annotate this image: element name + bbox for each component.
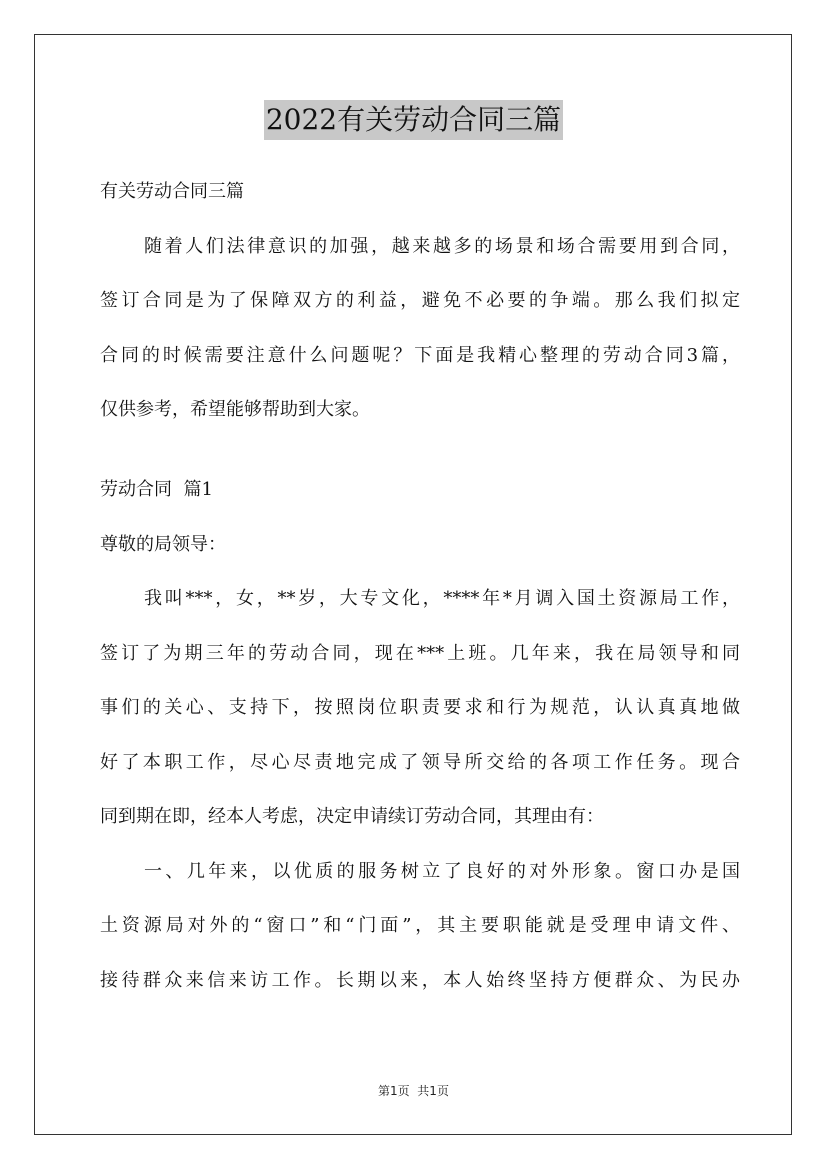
point-line: 一、几年来，以优质的服务树立了良好的对外形象。窗口办是国 (144, 860, 740, 882)
intro-line: 仅供参考，希望能够帮助到大家。 (100, 399, 370, 420)
document-title: 2022有关劳动合同三篇 (264, 100, 563, 140)
body-line: 我叫***，女，**岁，大专文化，****年*月调入国土资源局工作， (144, 588, 740, 609)
point-line: 土资源局对外的“窗口”和“门面”，其主要职能就是受理申请文件、 (100, 915, 740, 936)
intro-line: 签订合同是为了保障双方的利益，避免不必要的争端。那么我们拟定 (100, 290, 740, 311)
body-line: 事们的关心、支持下，按照岗位职责要求和行为规范，认认真真地做 (100, 697, 740, 718)
point-line: 接待群众来信来访工作。长期以来，本人始终坚持方便群众、为民办 (100, 969, 740, 991)
body-line: 同到期在即，经本人考虑，决定申请续订劳动合同，其理由有： (100, 806, 604, 827)
body-line: 好了本职工作，尽心尽责地完成了领导所交给的各项工作任务。现合 (100, 751, 740, 773)
intro-line: 合同的时候需要注意什么问题呢？下面是我精心整理的劳动合同3篇， (100, 344, 740, 366)
document-subtitle: 有关劳动合同三篇 (100, 181, 244, 202)
body-line: 签订了为期三年的劳动合同，现在***上班。几年来，我在局领导和同 (100, 642, 740, 664)
document-body (100, 174, 740, 1017)
title-row (0, 100, 827, 140)
section-heading: 劳动合同 篇1 (100, 479, 213, 500)
intro-line: 随着人们法律意识的加强，越来越多的场景和场合需要用到合同， (144, 235, 740, 257)
salutation: 尊敬的局领导： (100, 533, 226, 555)
page-number-footer: 第1页 共1页 (378, 1084, 449, 1098)
